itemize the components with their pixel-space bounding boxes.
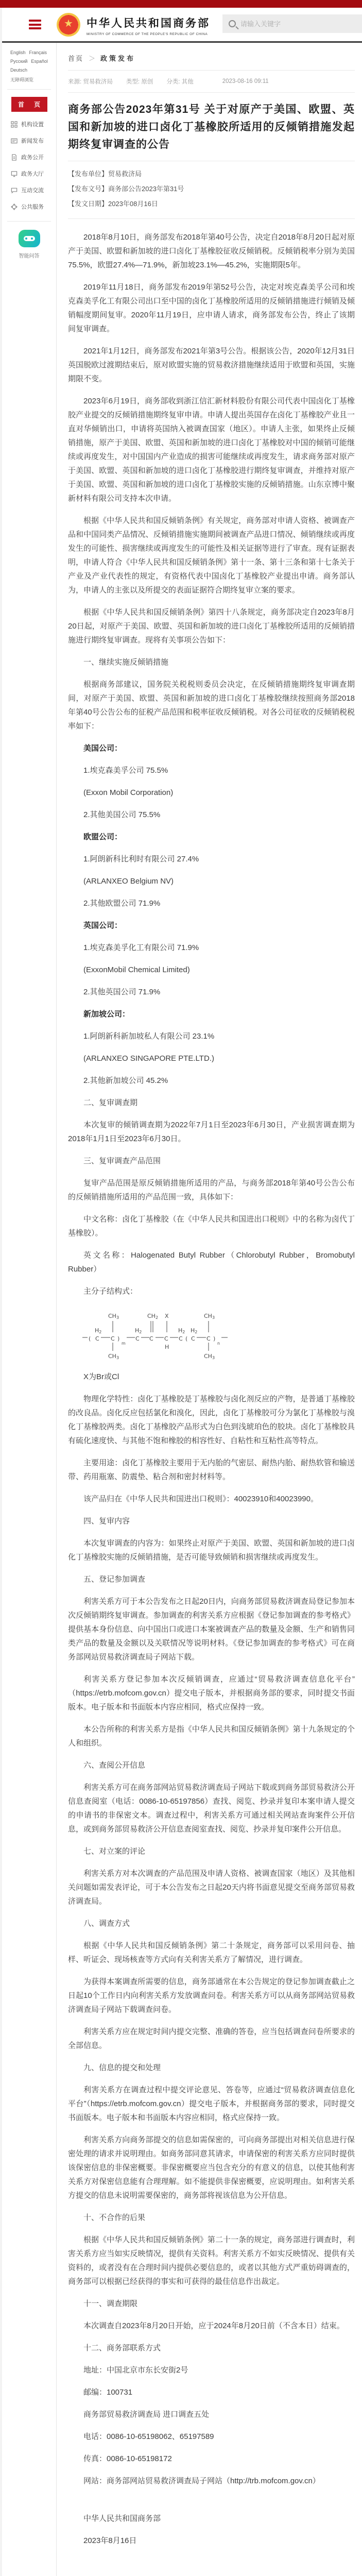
article-paragraph: (ARLANXEO Belgium NV) [83,877,174,886]
article-paragraph: 中华人民共和国商务部 [83,2514,161,2523]
search-icon [229,20,236,27]
article-paragraph: 十一、调查期限 [83,2299,138,2308]
document-info-block [68,161,355,218]
breadcrumb-home-link[interactable]: 首页 [68,55,84,62]
article-paragraph: 中文名称：卤化丁基橡胶（在《中华人民共和国进出口税则》中的名称为卤代丁基橡胶）。 [68,1215,355,1238]
article-paragraph: 1.阿朗新科新加坡私人有限公司 23.1% [83,1032,215,1041]
article-paragraph: 1.阿朗新科比利时有限公司 27.4% [83,855,199,863]
article-paragraph: 十、不合作的后果 [83,2213,146,2222]
article-paragraph: 邮编：100731 [83,2388,133,2397]
svg-text:CH2: CH2 [147,1313,159,1320]
svg-text:H2: H2 [191,1327,198,1334]
sidebar-item-label: 公共服务 [21,204,44,210]
language-link[interactable]: Deutsch [10,67,28,73]
four-arrows-icon [11,204,18,210]
svg-text:C: C [111,1335,115,1342]
article-paragraph: 本次复审的倾销调查期为2022年7月1日至2023年6月30日，产业损害调查期为2018年1月1日至2023年6月30日。 [68,1121,355,1143]
article-paragraph: 美国公司： [83,744,123,753]
article-paragraph: 复审产品范围是原反倾销措施所适用的产品，与商务部2018年第40号公告公布的反倾销措施所适用的产品范围一致，具体如下： [68,1179,355,1201]
article-paragraph: 2.其他欧盟公司 71.9% [83,899,161,908]
breadcrumb [68,51,355,70]
article-paragraph: 物理化学特性：卤化丁基橡胶是丁基橡胶与卤化剂反应的产物，是普通丁基橡胶的改良品。卤化反应包括氯化和溴化，因此，卤化丁基橡胶可分为氯化丁基橡胶与溴化丁基橡胶两类。卤化丁基橡胶产品形式为白色到浅琥珀色的胶块。卤化丁基橡胶具有硫化速度快、与其他不饱和橡胶的相容性好、自粘性和互粘性高等特点。 [68,1395,355,1445]
article-paragraph: 五、登记参加调查 [83,1575,146,1584]
article-paragraph: 网站：商务部网站贸易救济调查局子网站（http://trb.mofcom.gov.cn） [83,2477,320,2485]
svg-text:n: n [217,1341,220,1346]
doc-info-unit: 【发布单位】贸易救济局 [68,170,142,178]
article-paragraph: 英文名称：Halogenated Butyl Rubber（Chlorobutyl Rubber，Bromobutyl Rubber） [68,1251,355,1274]
article-paragraph: 八、调查方式 [83,1919,130,1928]
article-paragraph: 利害关系方在调查过程中提交评论意见、答卷等，应通过“贸易救济调查信息化平台”（https://etrb.mofcom.gov.cn）提交电子版本，并根据商务部的要求，同时提交书面版本。电子版本和书面版本内容应相同，格式应保持一致。 [68,2086,355,2122]
article-paragraph: 2.其他新加坡公司 45.2% [83,1076,168,1085]
article-paragraph: 根据商务部建议，国务院关税税则委员会决定，在反倾销措施期终复审调查期间，对原产于美国、欧盟、英国和新加坡的进口卤化丁基橡胶继续按照商务部2018年第40号公告公布的征税产品范围和税率征收反倾销税。对各公司征收的反倾销税税率如下： [68,680,355,731]
sidebar-divider [7,221,51,222]
article-paragraph: 2023年8月16日 [83,2536,137,2545]
article-paragraph: 2019年11月18日，商务部发布2019年第52号公告，决定对埃克森美孚公司和埃克森美孚化工有限公司出口至中国的卤化丁基橡胶所适用的反倾销措施进行倾销及倾销幅度期间复审。2020年11月19日，应申请人请求，商务部发布公告，终止了该期间复审调查。 [68,283,355,333]
svg-text:C: C [164,1335,168,1342]
sidebar-item-label: 互动交流 [21,188,44,194]
main-content [57,43,362,2576]
language-link[interactable]: Русский [10,59,28,64]
svg-text:H2: H2 [178,1327,185,1334]
molecular-structure-image [81,1308,355,1362]
article-paragraph: 本次复审调查的内容为：如果终止对原产于美国、欧盟、英国和新加坡的进口卤化丁基橡胶实施的反倾销措施，是否可能导致倾销和损害继续或再度发生。 [68,1539,355,1562]
article-paragraph: 七、对立案的评论 [83,1847,146,1856]
sidebar-item-disclosure[interactable] [2,149,56,165]
article-paragraph: 利害关系方可在商务部网站贸易救济调查局子网站下载或到商务部贸易救济公开信息查阅室（电话：0086-10-65197856）查找、阅览、抄录并复印本案申请人提交的申请书的非保密文本。调查过程中，利害关系方可通过相关网站查询案件公开信息，或到商务部贸易救济公开信息查阅室查找、阅览、抄录并复印案件公开信息。 [68,1783,355,1834]
svg-text:CH3: CH3 [108,1313,119,1320]
language-link[interactable]: Español [31,59,48,64]
article-paragraph: (ExxonMobil Chemical Limited) [83,965,190,974]
sidebar-divider [7,89,51,90]
meta-datetime: 2023-08-16 09:11 [222,78,269,84]
article-paragraph: 主分子结构式： [83,1287,138,1296]
article-paragraph: X为Br或Cl [83,1372,119,1381]
article-paragraph: 1.埃克森美孚化工有限公司 71.9% [83,943,199,952]
article-paragraph: 二、复审调查期 [83,1098,138,1107]
article-paragraph: 一、继续实施反倾销措施 [83,658,169,667]
article-paragraph: 地址：中国北京市东长安街2号 [83,2366,188,2375]
svg-text:C: C [191,1335,195,1342]
article-paragraph: 欧盟公司： [83,833,123,841]
org-grid-icon [11,121,18,128]
meta-type: 类型: 原创 [126,79,153,85]
divider [68,92,355,93]
article-paragraph: 十二、商务部联系方式 [83,2344,161,2352]
article-paragraph: 该产品归在《中华人民共和国进出口税则》：40023910和40023990。 [83,1495,318,1503]
svg-text:H: H [165,1344,169,1350]
meta-source: 来源: 贸易救济局 [68,79,113,85]
sidebar-item-label: 政务公开 [21,155,44,161]
article-paragraph: 四、复审内容 [83,1517,130,1526]
article-paragraph: 利害关系方可于本公告发布之日起20日内，向商务部贸易救济调查局登记参加本次反倾销期终复审调查。参加调查的利害关系方应根据《登记参加调查的参考格式》提供基本身份信息、向中国出口或进口本案被调查产品的数量及金额、生产和销售同类产品的数量及金额以及关联情况等说明材料。《登记参加调查的参考格式》可在商务部网站贸易救济调查局子网站下载。 [68,1597,355,1662]
sidebar-item-label: 政务大厅 [21,171,44,177]
national-emblem-logo: ★ [57,13,80,37]
smart-qa-label: 智能问答 [19,253,40,259]
svg-text:CH3: CH3 [204,1313,215,1320]
site-title-cn: 中华人民共和国商务部 [87,18,210,29]
site-header [2,8,362,43]
language-link[interactable]: English [10,50,26,55]
doc-info-date: 【发文日期】2023年08月16日 [68,200,158,208]
article-paragraph: 利害关系方应在规定时间内提交完整、准确的答卷，应当包括调查问卷所要求的全部信息。 [68,2027,355,2050]
svg-text:): ) [117,1335,120,1342]
svg-text:C: C [95,1335,99,1342]
svg-text:CH3: CH3 [204,1353,215,1359]
article-paragraph: 英国公司： [83,921,123,930]
page-container [2,8,362,2576]
sidebar-home-button[interactable]: 首 页 [11,97,47,112]
svg-text:C: C [206,1335,211,1342]
svg-text:C: C [135,1335,140,1342]
sidebar-item-news[interactable] [2,132,56,149]
language-links [2,50,54,83]
article-paragraph: 本公告所称的利害关系方是指《中华人民共和国反倾销条例》第十九条规定的个人和组织。 [68,1725,355,1748]
sidebar-item-hall[interactable] [2,165,56,182]
svg-text:X: X [165,1313,169,1319]
svg-text:m: m [122,1341,126,1346]
language-link[interactable]: Français [29,50,47,55]
article-title: 商务部公告2023年第31号 关于对原产于美国、欧盟、英国和新加坡的进口卤化丁基橡胶所适用的反倾销措施发起期终复审调查的公告 [68,104,355,150]
article-paragraph: 2021年1月12日，商务部发布2021年第3号公告。根据该公告，2020年12月31日英国脱欧过渡期结束后，原对欧盟实施的贸易救济措施继续适用于欧盟和英国，实施期限不变。 [68,347,355,383]
search-bar [222,14,362,33]
article-paragraph: 根据《中华人民共和国反倾销条例》第四十八条规定，商务部决定自2023年8月20日起，对原产于美国、欧盟、英国和新加坡的进口卤化丁基橡胶所适用的反倾销措施进行期终复审调查。现将有关事项公告如下： [68,608,355,645]
hamburger-menu-icon[interactable] [29,20,41,29]
svg-text:(: ( [185,1335,188,1342]
site-brand [87,15,210,36]
article-paragraph: 利害关系方登记参加本次反倾销调查，应通过“贸易救济调查信息化平台”（https://etrb.mofcom.gov.cn）提交电子版本，并根据商务部的要求，同时提交书面版本。电子版本和书面版本内容应相同，格式应保持一致。 [68,1675,355,1711]
article-paragraph: 2018年8月10日，商务部发布2018年第40号公告，决定自2018年8月20日起对原产于美国、欧盟和新加坡的进口卤化丁基橡胶征收反倾销税。反倾销税率分别为美国75.5%，欧盟27.4%—71.9%，新加坡23.1%—45.2%，实施期限5年。 [68,233,355,269]
article-paragraph: 新加坡公司： [83,1010,130,1019]
breadcrumb-separator: ＞ [89,55,96,62]
article-paragraph: 六、查阅公开信息 [83,1761,146,1770]
article-paragraph: 利害关系方向商务部提交的信息如需保密的，可向商务部提出对相关信息进行保密处理的请求并说明理由。如商务部同意其请求，申请保密的利害关系方应同时提供该保密信息的非保密概要。非保密概要应当包含充分的有意义的信息，以使其他利害关系方对保密信息能有合理理解。如不能提供非保密概要，应说明理由。如利害关系方提交的信息未说明需要保密的，商务部将视该信息为公开信息。 [68,2136,355,2200]
svg-text:): ) [213,1335,216,1342]
article-paragraph: 2.其他美国公司 75.5% [83,810,161,819]
monitor-icon [11,171,18,177]
article-paragraph: 1.埃克森美孚公司 75.5% [83,766,168,775]
top-red-bar [0,0,362,8]
article-paragraph: (Exxon Mobil Corporation) [83,788,174,797]
site-title-en: MINISTRY OF COMMERCE OF THE PEOPLE'S REPUBLIC OF CHINA [87,32,208,36]
article-paragraph: 三、复审调查产品范围 [83,1157,161,1165]
article-paragraph: 商务部贸易救济调查局 进口调查五处 [83,2410,210,2419]
svg-text:C: C [179,1335,183,1342]
breadcrumb-current: 政策发布 [100,55,136,62]
article-body [68,219,355,2548]
doc-info-number: 【发布文号】商务部公告2023年第31号 [68,185,184,193]
sidebar-item-org[interactable] [2,116,56,132]
article-paragraph: 利害关系方对本次调查的产品范围及申请人资格、被调查国家（地区）及其他相关问题如需发表评论，可于本公告发布之日起20天内将书面意见提交至商务部贸易救济调查局。 [68,1869,355,1906]
article-paragraph: (ARLANXEO SINGAPORE PTE.LTD.) [83,1054,214,1063]
svg-text:H2: H2 [135,1327,142,1334]
sidebar-item-label: 新闻发布 [21,138,44,144]
article-paragraph: 本次调查自2023年8月20日开始，应于2024年8月20日前（不含本日）结束。 [83,2321,344,2330]
smart-qa [2,230,56,259]
article-paragraph: 根据《中华人民共和国反倾销条例》第二十条规定，商务部可以采用问卷、抽样、听证会、现场核查等方式向有关利害关系方了解情况，进行调查。 [68,1941,355,1964]
svg-text:C: C [149,1335,153,1342]
article-paragraph: 2.其他英国公司 71.9% [83,988,161,996]
article-paragraph: 根据《中华人民共和国反倾销条例》有关规定，商务部对申请人资格、被调查产品和中国同类产品情况、反倾销措施实施期间被调查产品进口情况、倾销继续或再度发生的可能性、损害继续或再度发生的可能性及相关证据等进行了审查。现有证据表明，申请人符合《中华人民共和国反倾销条例》第十一条、第十三条和第十七条关于产业及产业代表性的规定，有资格代表中国卤化丁基橡胶产业提出申请。商务部认为，申请人的主张以及所提交的表面证据符合期终复审立案的要求。 [68,516,355,595]
svg-text:(: ( [89,1335,91,1342]
article-paragraph: 传真：0086-10-65198172 [83,2454,172,2463]
sidebar [2,43,57,2576]
article-paragraph: 九、信息的提交和处理 [83,2063,161,2072]
sidebar-item-label: 机构设置 [21,122,44,128]
search-input[interactable] [240,20,333,28]
article-paragraph: 为获得本案调查所需要的信息，商务部通常在本公告规定的登记参加调查截止之日起10个工作日内向利害关系方发放调查问卷。利害关系方可以从商务部网站贸易救济调查局子网站下载调查问卷。 [68,1977,355,2014]
language-link[interactable]: 无障碍浏览 [10,77,34,82]
meta-category: 分类: 其他 [166,79,194,85]
newspaper-icon [11,138,18,144]
article-paragraph: 2023年6月19日，商务部收到浙江信汇新材料股份有限公司代表中国卤化丁基橡胶产业提交的反倾销措施期终复审申请。申请人提出英国存在卤化丁基橡胶产业且一直对华倾销出口，申请将英国纳入被调查国家（地区）。申请人主张，如果终止反倾销措施，原产于美国、欧盟、英国和新加坡的进口卤化丁基橡胶对中国的倾销可能继续或再度发生，对中国国内产业造成的损害可能继续或再度发生，请求商务部对原产于美国、欧盟、英国和新加坡的进口卤化丁基橡胶进行期终复审调查，并维持对原产于美国、欧盟、英国和新加坡的进口卤化丁基橡胶实施的反倾销措施。山东京博中聚新材料有限公司支持本次申请。 [68,397,355,503]
document-icon [11,154,18,161]
sidebar-menu [2,116,56,215]
article-meta [68,71,355,92]
article-paragraph: 电话：0086-10-65198062、65197589 [83,2432,214,2441]
robot-assistant-icon[interactable] [19,230,40,247]
sidebar-item-interaction[interactable] [2,182,56,198]
speech-bubble-icon [11,187,18,194]
article-paragraph: 主要用途：卤化丁基橡胶主要用于无内胎的气密层、耐热内胎、耐热软管和输送带、药用瓶塞、防震垫、粘合剂和密封材料等。 [68,1459,355,1481]
svg-text:CH3: CH3 [108,1353,119,1359]
sidebar-item-service[interactable] [2,198,56,215]
article-paragraph: 根据《中华人民共和国反倾销条例》第二十一条的规定，商务部进行调查时，利害关系方应当如实反映情况，提供有关资料。利害关系方不如实反映情况、提供有关资料的，或者没有在合理时间内提供必要信息的，或者以其他方式严重妨碍调查的，商务部可以根据已经获得的事实和可获得的最佳信息作出裁定。 [68,2235,355,2286]
svg-text:H2: H2 [95,1327,102,1334]
